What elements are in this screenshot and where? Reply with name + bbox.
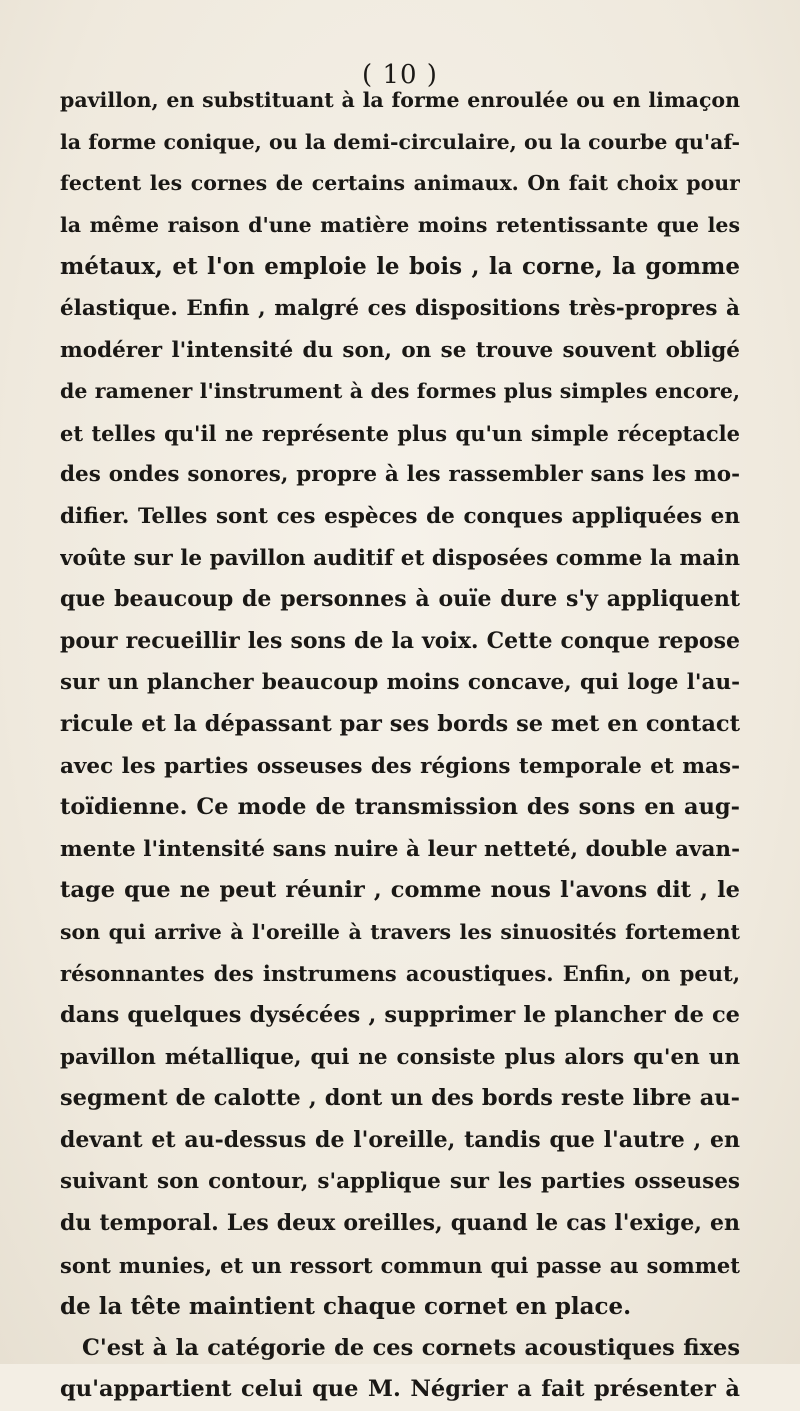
text-line: devant et au-dessus de l'oreille, tandis que l'autre , en <box>60 1126 740 1153</box>
text-line: ricule et la dépassant par ses bords se met en contact <box>60 710 740 737</box>
text-line: sur un plancher beaucoup moins concave, qui loge l'au- <box>60 670 740 696</box>
text-line: tage que ne peut réunir , comme nous l'avons dit , le <box>60 877 740 904</box>
text-line: pour recueillir les sons de la voix. Cette conque repose <box>60 627 740 654</box>
text-line: de la tête maintient chaque cornet en place. <box>60 1293 632 1321</box>
text-line: qu'appartient celui que M. Négrier a fait présenter à <box>60 1376 740 1403</box>
text-line: métaux, et l'on emploie le bois , la corne, la gomme <box>60 253 740 281</box>
text-line: que beaucoup de personnes à ouïe dure s'y appliquent <box>60 586 740 613</box>
text-line: suivant son contour, s'applique sur les parties osseuses <box>60 1169 740 1195</box>
text-line: voûte sur le pavillon auditif et disposées comme la main <box>60 545 740 571</box>
text-line: son qui arrive à l'oreille à travers les sinuosités fortement <box>60 919 740 944</box>
text-line: avec les parties osseuses des régions temporale et mas- <box>60 753 740 779</box>
text-line: pavillon, en substituant à la forme enroulée ou en limaçon <box>60 88 740 112</box>
text-line: la forme conique, ou la demi-circulaire, ou la courbe qu'af- <box>60 129 740 154</box>
text-line: toïdienne. Ce mode de transmission des sons en aug- <box>60 794 740 821</box>
text-line: la même raison d'une matière moins retentissante que les <box>60 212 740 237</box>
text-line: élastique. Enfin , malgré ces dispositions très-propres à <box>60 295 740 321</box>
page-number: ( 10 ) <box>362 60 438 90</box>
text-line: C'est à la catégorie de ces cornets acoustiques fixes <box>82 1334 740 1361</box>
text-line: du temporal. Les deux oreilles, quand le cas l'exige, en <box>60 1210 740 1237</box>
body-text <box>60 80 740 1411</box>
text-line: difier. Telles sont ces espèces de conques appliquées en <box>60 503 740 529</box>
text-line: dans quelques dysécées , supprimer le plancher de ce <box>60 1002 740 1029</box>
text-line: mente l'intensité sans nuire à leur netteté, double avan- <box>60 836 740 862</box>
text-line: pavillon métallique, qui ne consiste plus alors qu'en un <box>60 1044 740 1070</box>
text-line: segment de calotte , dont un des bords reste libre au- <box>60 1085 740 1112</box>
text-line: fectent les cornes de certains animaux. On fait choix pour <box>60 171 740 196</box>
text-line: résonnantes des instrumens acoustiques. Enfin, on peut, <box>60 961 740 987</box>
text-line: des ondes sonores, propre à les rassembler sans les mo- <box>60 462 740 488</box>
text-line: de ramener l'instrument à des formes plus simples encore, <box>60 379 740 404</box>
text-line: modérer l'intensité du son, on se trouve souvent obligé <box>60 337 740 363</box>
text-line: sont munies, et un ressort commun qui passe au sommet <box>60 1252 740 1278</box>
text-line: et telles qu'il ne représente plus qu'un simple réceptacle <box>60 420 740 446</box>
